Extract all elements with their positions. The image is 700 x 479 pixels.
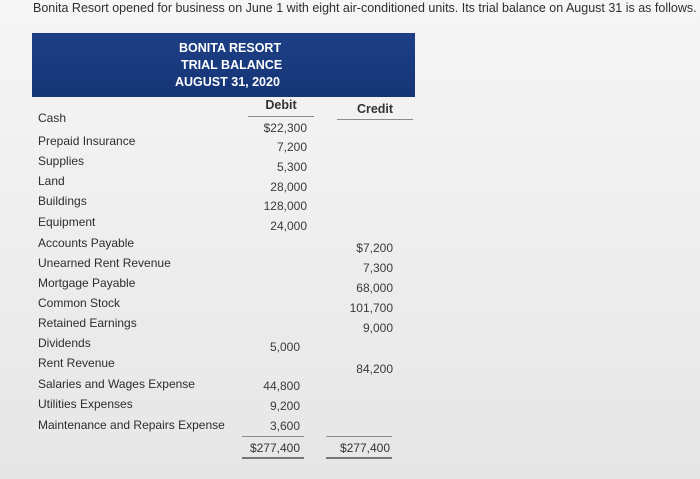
debit-amount: 9,200 <box>269 399 300 413</box>
credit-amount: 68,000 <box>356 281 393 295</box>
account-name: Salaries and Wages Expense <box>38 377 195 391</box>
table-row <box>0 174 700 194</box>
table-row <box>0 418 700 438</box>
debit-amount: 24,000 <box>270 219 307 233</box>
debit-total-rule <box>242 436 304 437</box>
trial-balance-header <box>32 33 415 97</box>
credit-double-rule <box>326 457 392 459</box>
account-name: Utilities Expenses <box>38 397 133 411</box>
table-row <box>0 154 700 174</box>
account-name: Prepaid Insurance <box>38 134 136 148</box>
table-row <box>0 397 700 417</box>
account-name: Retained Earnings <box>38 316 137 330</box>
account-name: Land <box>38 174 65 188</box>
account-name: Supplies <box>38 154 85 168</box>
table-row <box>0 377 700 397</box>
credit-column-header: Credit <box>356 102 394 116</box>
debit-double-rule <box>242 457 304 459</box>
account-name: Maintenance and Repairs Expense <box>38 418 225 432</box>
credit-amount: 7,300 <box>362 261 393 275</box>
account-name: Unearned Rent Revenue <box>38 256 171 270</box>
table-row <box>0 194 700 214</box>
credit-amount: $7,200 <box>356 241 393 255</box>
debit-amount: 7,200 <box>276 140 307 154</box>
debit-amount: 28,000 <box>270 180 307 194</box>
table-row <box>0 296 700 316</box>
statement-date: AUGUST 31, 2020 <box>175 75 280 89</box>
debit-total: $277,400 <box>249 441 300 455</box>
account-name: Equipment <box>38 215 96 229</box>
debit-amount: 5,300 <box>276 160 307 174</box>
account-name: Cash <box>38 111 67 125</box>
account-name: Rent Revenue <box>38 356 115 370</box>
debit-amount: 44,800 <box>263 379 300 393</box>
table-row <box>0 276 700 296</box>
company-name: BONITA RESORT <box>179 41 282 55</box>
table-row <box>0 336 700 356</box>
account-name: Mortgage Payable <box>38 276 136 290</box>
table-row <box>0 236 700 256</box>
debit-amount: 3,600 <box>269 419 300 433</box>
credit-total: $277,400 <box>339 441 390 455</box>
debit-amount: $22,300 <box>263 121 307 135</box>
account-name: Buildings <box>38 194 87 208</box>
table-row <box>0 256 700 276</box>
problem-intro-text: Bonita Resort opened for business on June 1 with eight air-conditioned units. Its trial balance on August 31 is as follows. <box>33 1 697 15</box>
statement-title: TRIAL BALANCE <box>181 58 283 72</box>
credit-amount: 84,200 <box>356 362 393 376</box>
table-row <box>0 111 700 135</box>
debit-amount: 5,000 <box>269 340 300 354</box>
table-row <box>0 356 700 376</box>
table-row <box>0 134 700 154</box>
account-name: Dividends <box>38 336 91 350</box>
credit-amount: 9,000 <box>362 321 393 335</box>
debit-amount: 128,000 <box>263 199 307 213</box>
account-name: Common Stock <box>38 296 121 310</box>
account-name: Accounts Payable <box>38 236 135 250</box>
debit-column-header: Debit <box>265 98 297 112</box>
credit-amount: 101,700 <box>349 301 393 315</box>
table-row <box>0 215 700 235</box>
table-row <box>0 316 700 336</box>
credit-total-rule <box>326 436 392 437</box>
